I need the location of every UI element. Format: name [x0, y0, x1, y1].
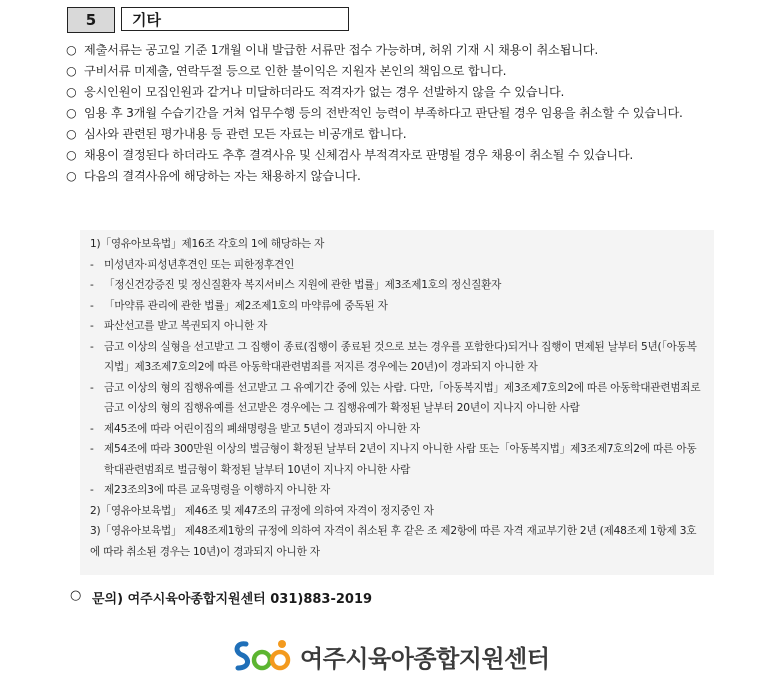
circle-bullet-icon: ○ [70, 588, 82, 603]
disqualification-subitem: - 제23조의3에 따른 교육명령을 이행하지 아니한 자 [90, 480, 706, 501]
circle-bullet-icon: ○ [66, 85, 77, 99]
circle-bullet-icon: ○ [66, 169, 77, 183]
circle-bullet-icon: ○ [66, 106, 77, 120]
disqualification-item: 3)「영유아보육법」 제48조제1항의 규정에 의하여 자격이 취소된 후 같은 조 제2항에 따른 자격 재교부기한 2년 (제48조제 1항제 3호에 따라 취소된 경우는 10년)이 경과되지 아니한 자 [90, 525, 697, 558]
disqualification-item: 1)「영유아보육법」제16조 각호의 1에 해당하는 자 [90, 238, 325, 250]
disqualification-subitem: - 제45조에 따라 어린이집의 폐쇄명령을 받고 5년이 경과되지 아니한 자 [90, 419, 706, 440]
dash-icon: - [90, 320, 94, 332]
footer [230, 636, 550, 676]
section-number: 5 [67, 7, 115, 33]
circle-bullet-icon: ○ [66, 148, 77, 162]
disqualification-subitem: - 금고 이상의 형의 집행유예를 선고받고 그 유예기간 중에 있는 사람. 다만,「아동복지법」제3조제7호의2에 따른 아동학대관련범죄로 금고 이상의 형의 집행유예를 선고받은 경우에는 그 집행유예가 확정된 날부터 20년이 지나지 아니한 사람 [90, 378, 706, 419]
disqualification-subitem: - 파산선고를 받고 복권되지 아니한 자 [90, 316, 706, 337]
contact-text: 문의) 여주시육아종합지원센터 031)883-2019 [92, 592, 373, 607]
circle-bullet-icon: ○ [66, 64, 77, 78]
dash-icon: - [90, 299, 94, 312]
notice-item: ○ 채용이 결정된다 하더라도 추후 결격사유 및 신체검사 부적격자로 판명될 경우 채용이 취소될 수 있습니다. [66, 145, 732, 166]
dash-icon: - [90, 340, 94, 353]
dash-icon: - [90, 484, 94, 496]
circle-bullet-icon: ○ [66, 127, 77, 141]
footer-center-name: 여주시육아종합지원센터 [300, 644, 550, 673]
disqualification-item: 2)「영유아보육법」 제46조 및 제47조의 규정에 의하여 자격이 정지중인 자 [90, 504, 434, 517]
section-title: 기타 [121, 7, 349, 31]
dash-icon: - [90, 279, 94, 291]
notice-item: ○ 다음의 결격사유에 해당하는 자는 채용하지 않습니다. [66, 166, 732, 187]
circle-bullet-icon: ○ [66, 43, 77, 57]
disqualification-subitem: - 「마약류 관리에 관한 법률」제2조제1호의 마약류에 중독된 자 [90, 296, 706, 317]
disqualification-subitem: - 「정신건강증진 및 정신질환자 복지서비스 지원에 관한 법률」제3조제1호의 정신질환자 [90, 275, 706, 296]
disqualification-subitem: - 미성년자·피성년후견인 또는 피한정후견인 [90, 255, 706, 276]
contact-info [70, 588, 372, 607]
notice-item: ○ 임용 후 3개월 수습기간을 거쳐 업무수행 등의 전반적인 능력이 부족하다고 판단될 경우 임용을 취소할 수 있습니다. [66, 103, 732, 124]
dash-icon: - [90, 381, 94, 394]
disqualification-box [80, 230, 714, 575]
dash-icon: - [90, 422, 94, 435]
disqualification-subitem: - 금고 이상의 실형을 선고받고 그 집행이 종료(집행이 종료된 것으로 보는 경우를 포함한다)되거나 집행이 면제된 날부터 5년(「아동복지법」제3조제7호의2에 따른 아동학대관련범죄를 저지른 경우에는 20년)이 경과되지 아니한 자 [90, 337, 706, 378]
notice-list [66, 40, 732, 187]
section-header [67, 7, 349, 33]
dash-icon: - [90, 443, 94, 455]
notice-item: ○ 응시인원이 모집인원과 같거나 미달하더라도 적격자가 없는 경우 선발하지 않을 수 있습니다. [66, 82, 732, 103]
dash-icon: - [90, 258, 94, 271]
disqualification-subitem: - 제54조에 따라 300만원 이상의 벌금형이 확정된 날부터 2년이 지나지 아니한 사람 또는「아동복지법」제3조제7호의2에 따른 아동학대관련범죄로 벌금형이 확정된 날부터 10년이 지나지 아니한 사람 [90, 439, 706, 480]
notice-item: ○ 심사와 관련된 평가내용 등 관련 모든 자료는 비공개로 합니다. [66, 124, 732, 145]
notice-item: ○ 제출서류는 공고일 기준 1개월 이내 발급한 서류만 접수 가능하며, 허위 기재 시 채용이 취소됩니다. [66, 40, 732, 61]
notice-item: ○ 구비서류 미제출, 연락두절 등으로 인한 불이익은 지원자 본인의 책임으로 합니다. [66, 61, 732, 82]
center-logo-icon [230, 636, 296, 676]
